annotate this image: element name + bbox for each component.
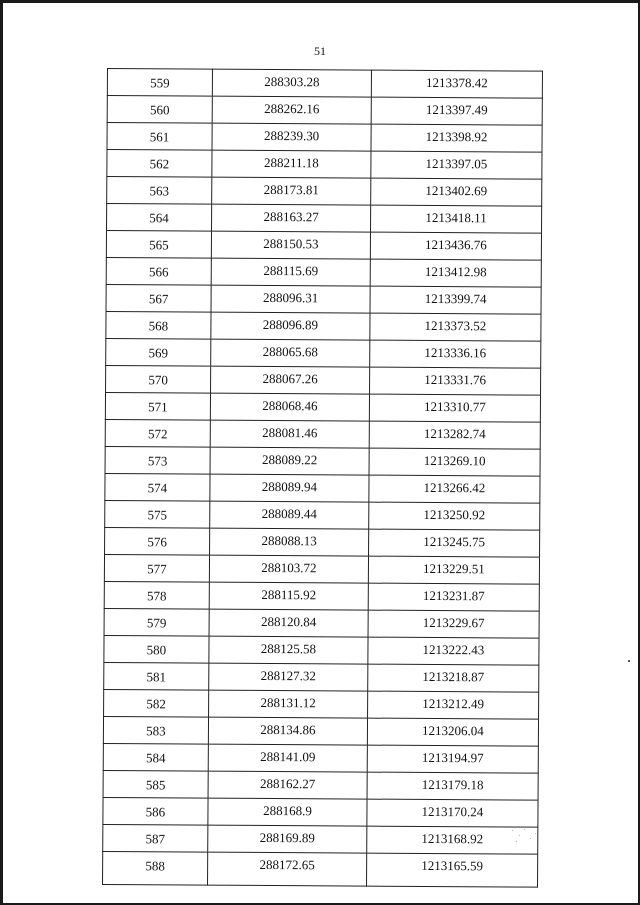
x-coordinate-cell: 288089.94	[210, 474, 369, 502]
point-id-cell: 561	[107, 123, 212, 151]
table-row	[106, 365, 541, 395]
y-coordinate-cell: 1213310.77	[369, 394, 540, 422]
y-coordinate-cell: 1213399.74	[370, 286, 541, 314]
point-id-cell: 579	[104, 608, 209, 636]
x-coordinate-cell: 288172.65	[208, 852, 367, 886]
point-id-cell: 584	[103, 743, 208, 771]
table-row	[103, 824, 538, 854]
point-id-cell: 577	[104, 554, 209, 582]
y-coordinate-cell: 1213229.67	[368, 610, 539, 638]
point-id-cell: 586	[103, 797, 208, 825]
table-row	[106, 231, 541, 261]
y-coordinate-cell: 1213194.97	[367, 745, 538, 773]
table-row	[107, 96, 542, 126]
table-row	[104, 689, 539, 719]
x-coordinate-cell: 288089.44	[210, 501, 369, 529]
y-coordinate-cell: 1213397.05	[371, 151, 542, 179]
x-coordinate-cell: 288303.28	[212, 69, 371, 97]
x-coordinate-cell: 288096.31	[211, 285, 370, 313]
table-row	[105, 473, 540, 503]
x-coordinate-cell: 288211.18	[212, 150, 371, 178]
point-id-cell: 578	[104, 581, 209, 609]
table-row	[103, 770, 538, 800]
table-row	[104, 554, 539, 584]
point-id-cell: 582	[104, 689, 209, 717]
point-id-cell: 571	[105, 392, 210, 420]
point-id-cell: 565	[106, 231, 211, 259]
x-coordinate-cell: 288068.46	[210, 393, 369, 421]
point-id-cell: 563	[107, 177, 212, 205]
table-row	[103, 716, 538, 746]
table-row	[105, 527, 540, 557]
y-coordinate-cell: 1213179.18	[367, 772, 538, 800]
y-coordinate-cell: 1213212.49	[368, 691, 539, 719]
table-row	[105, 419, 540, 449]
point-id-cell: 562	[107, 150, 212, 178]
x-coordinate-cell: 288103.72	[209, 555, 368, 583]
y-coordinate-cell: 1213282.74	[369, 421, 540, 449]
x-coordinate-cell: 288120.84	[209, 609, 368, 637]
x-coordinate-cell: 288115.69	[211, 258, 370, 286]
y-coordinate-cell: 1213397.49	[371, 97, 542, 125]
table-row	[107, 123, 542, 153]
point-id-cell: 572	[105, 419, 210, 447]
table-row	[103, 797, 538, 827]
x-coordinate-cell: 288131.12	[209, 690, 368, 718]
y-coordinate-cell: 1213170.24	[367, 799, 538, 827]
table-row	[106, 284, 541, 314]
x-coordinate-cell: 288134.86	[208, 717, 367, 745]
y-coordinate-cell: 1213206.04	[367, 718, 538, 746]
y-coordinate-cell: 1213269.10	[369, 448, 540, 476]
page-number: 51	[314, 44, 326, 58]
point-id-cell: 581	[104, 662, 209, 690]
table-row	[106, 311, 541, 341]
y-coordinate-cell: 1213373.52	[370, 313, 541, 341]
point-id-cell: 564	[107, 204, 212, 232]
table-row	[106, 338, 541, 368]
point-id-cell: 570	[106, 365, 211, 393]
y-coordinate-cell: 1213331.76	[370, 367, 541, 395]
point-id-cell: 573	[105, 446, 210, 474]
point-id-cell: 569	[106, 338, 211, 366]
scan-speck	[628, 660, 630, 662]
coordinate-table	[102, 68, 543, 888]
x-coordinate-cell: 288088.13	[210, 528, 369, 556]
point-id-cell: 587	[103, 824, 208, 852]
table-row	[105, 500, 540, 530]
y-coordinate-cell: 1213229.51	[368, 556, 539, 584]
x-coordinate-cell: 288096.89	[211, 312, 370, 340]
point-id-cell: 566	[106, 257, 211, 285]
point-id-cell: 583	[103, 716, 208, 744]
table-row	[106, 257, 541, 287]
x-coordinate-cell: 288141.09	[208, 744, 367, 772]
point-id-cell: 559	[107, 69, 212, 97]
x-coordinate-cell: 288162.27	[208, 771, 367, 799]
x-coordinate-cell: 288127.32	[209, 663, 368, 691]
x-coordinate-cell: 288169.89	[208, 825, 367, 853]
x-coordinate-cell: 288081.46	[210, 420, 369, 448]
x-coordinate-cell: 288125.58	[209, 636, 368, 664]
y-coordinate-cell: 1213336.16	[370, 340, 541, 368]
table-row	[104, 608, 539, 638]
coordinate-table-container	[102, 68, 541, 888]
point-id-cell: 580	[104, 635, 209, 663]
scan-border-top	[0, 0, 640, 3]
x-coordinate-cell: 288065.68	[211, 339, 370, 367]
y-coordinate-cell: 1213436.76	[370, 232, 541, 260]
point-id-cell: 560	[107, 96, 212, 124]
x-coordinate-cell: 288168.9	[208, 798, 367, 826]
coordinate-table-body	[103, 69, 543, 888]
table-row	[107, 69, 542, 99]
x-coordinate-cell: 288115.92	[209, 582, 368, 610]
y-coordinate-cell: 1213218.87	[368, 664, 539, 692]
y-coordinate-cell: 1213378.42	[371, 70, 542, 98]
point-id-cell: 568	[106, 311, 211, 339]
x-coordinate-cell: 288150.53	[211, 231, 370, 259]
table-row	[107, 204, 542, 234]
table-row	[104, 662, 539, 692]
table-row	[105, 392, 540, 422]
y-coordinate-cell: 1213398.92	[371, 124, 542, 152]
y-coordinate-cell: 1213168.92	[367, 826, 538, 854]
x-coordinate-cell: 288173.81	[212, 177, 371, 205]
y-coordinate-cell: 1213222.43	[368, 637, 539, 665]
scan-border-left	[0, 0, 3, 905]
table-row	[107, 177, 542, 207]
table-row	[103, 743, 538, 773]
x-coordinate-cell: 288067.26	[211, 366, 370, 394]
y-coordinate-cell: 1213245.75	[369, 529, 540, 557]
table-row	[107, 150, 542, 180]
scan-noise	[510, 827, 540, 845]
x-coordinate-cell: 288262.16	[212, 96, 371, 124]
x-coordinate-cell: 288163.27	[212, 204, 371, 232]
table-row	[104, 635, 539, 665]
y-coordinate-cell: 1213231.87	[368, 583, 539, 611]
table-row	[105, 446, 540, 476]
y-coordinate-cell: 1213266.42	[369, 475, 540, 503]
y-coordinate-cell: 1213418.11	[371, 205, 542, 233]
table-row	[103, 851, 538, 887]
y-coordinate-cell: 1213250.92	[369, 502, 540, 530]
point-id-cell: 576	[105, 527, 210, 555]
point-id-cell: 567	[106, 284, 211, 312]
point-id-cell: 574	[105, 473, 210, 501]
x-coordinate-cell: 288239.30	[212, 123, 371, 151]
point-id-cell: 588	[103, 851, 208, 885]
point-id-cell: 575	[105, 500, 210, 528]
y-coordinate-cell: 1213412.98	[370, 259, 541, 287]
x-coordinate-cell: 288089.22	[210, 447, 369, 475]
table-row	[104, 581, 539, 611]
y-coordinate-cell: 1213402.69	[371, 178, 542, 206]
y-coordinate-cell: 1213165.59	[367, 853, 538, 887]
point-id-cell: 585	[103, 770, 208, 798]
